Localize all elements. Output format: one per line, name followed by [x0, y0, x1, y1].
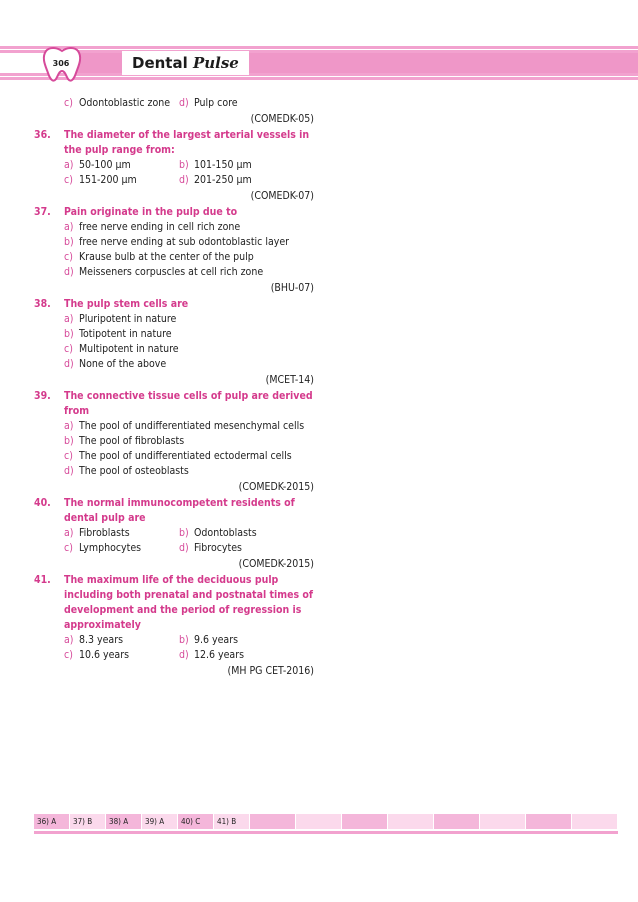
question-number: 40.: [34, 497, 51, 509]
option: [64, 173, 179, 188]
option-text: free nerve ending in cell rich zone: [79, 221, 241, 233]
question-stem: [34, 496, 314, 526]
option: [179, 158, 294, 173]
answer-cell: 37) B: [70, 814, 106, 829]
source-tag: (COMEDK-2015): [238, 558, 314, 570]
option-row: [34, 633, 314, 648]
option-text: Fibrocytes: [194, 542, 242, 554]
question-text: The maximum life of the deciduous pulp including both prenatal and postnatal times of development and the period of regression is approximately: [64, 574, 313, 631]
option: [64, 158, 179, 173]
option-text: Meisseners corpuscles at cell rich zone: [79, 266, 264, 278]
option-letter: b): [179, 527, 189, 539]
option-text: Totipotent in nature: [79, 328, 172, 340]
option-letter: c): [64, 97, 73, 109]
option-text: 50-100 µm: [79, 159, 131, 171]
option-letter: c): [64, 542, 73, 554]
question-stem: [34, 573, 314, 633]
option-row: [34, 220, 314, 235]
option-letter: c): [64, 649, 73, 661]
option-row: [34, 173, 314, 188]
option: [64, 541, 179, 556]
question-number: 36.: [34, 129, 51, 141]
option-letter: a): [64, 527, 74, 539]
question-number: 39.: [34, 390, 51, 402]
question-column: [34, 96, 314, 679]
option-letter: a): [64, 634, 74, 646]
option: [64, 235, 314, 250]
answer-cell: 41) B: [214, 814, 250, 829]
option: [64, 265, 314, 280]
page-number: 306: [52, 59, 70, 68]
option: [64, 464, 314, 479]
option: [179, 526, 294, 541]
option-letter: b): [179, 159, 189, 171]
option-row: [34, 419, 314, 434]
option-row: [34, 648, 314, 663]
option-text: The pool of osteoblasts: [79, 465, 189, 477]
option-row: [34, 158, 314, 173]
answer-key-rule: [34, 831, 618, 834]
answer-cell: 36) A: [34, 814, 70, 829]
option-text: Fibroblasts: [79, 527, 130, 539]
option-text: Lymphocytes: [79, 542, 142, 554]
option: [64, 312, 314, 327]
option-text: 151-200 µm: [79, 174, 137, 186]
option: [64, 449, 314, 464]
option-text: Odontoblastic zone: [79, 97, 171, 109]
option: [179, 648, 294, 663]
option-text: Pulp core: [194, 97, 238, 109]
option-text: 8.3 years: [79, 634, 124, 646]
answer-cell: 38) A: [106, 814, 142, 829]
option: [64, 526, 179, 541]
option-text: 9.6 years: [194, 634, 239, 646]
option: [64, 220, 314, 235]
option-text: The pool of undifferentiated mesenchymal cells: [79, 420, 305, 432]
option-letter: a): [64, 159, 74, 171]
option-text: 10.6 years: [79, 649, 130, 661]
option-letter: c): [64, 343, 73, 355]
option: [64, 357, 314, 372]
option-row: [34, 541, 314, 556]
option-text: 101-150 µm: [194, 159, 252, 171]
option: [64, 327, 314, 342]
option-text: free nerve ending at sub odontoblastic layer: [79, 236, 290, 248]
option-text: 201-250 µm: [194, 174, 252, 186]
option: [179, 96, 294, 111]
option-letter: a): [64, 221, 74, 233]
option-row: [34, 434, 314, 449]
option: [64, 434, 314, 449]
question-number: 37.: [34, 206, 51, 218]
source-tag: (MCET-14): [265, 374, 314, 386]
option: [64, 419, 314, 434]
option-row: [34, 357, 314, 372]
question-stem: [34, 389, 314, 419]
option-letter: d): [179, 649, 189, 661]
running-title-script: Pulse: [192, 54, 239, 72]
option-text: The pool of undifferentiated ectodermal cells: [79, 450, 292, 462]
option-row: [34, 235, 314, 250]
option-letter: b): [64, 236, 74, 248]
option-letter: d): [64, 266, 74, 278]
option: [64, 342, 314, 357]
question-text: The pulp stem cells are: [64, 298, 189, 310]
answer-cell: 40) C: [178, 814, 214, 829]
question-stem: [34, 128, 314, 158]
option: [179, 541, 294, 556]
answer-key-filler: [250, 814, 618, 829]
option-text: 12.6 years: [194, 649, 245, 661]
option-letter: c): [64, 251, 73, 263]
option: [64, 633, 179, 648]
option: [64, 250, 314, 265]
question-stem: [34, 297, 314, 312]
running-title: [122, 51, 249, 75]
answer-key: [34, 814, 618, 829]
option-text: Pluripotent in nature: [79, 313, 177, 325]
question-text: The normal immunocompetent residents of dental pulp are: [64, 497, 295, 524]
option: [64, 96, 179, 111]
option-row: [34, 526, 314, 541]
option-letter: c): [64, 174, 73, 186]
option-letter: d): [64, 358, 74, 370]
option-text: Multipotent in nature: [79, 343, 179, 355]
option-letter: d): [179, 97, 189, 109]
question-number: 41.: [34, 574, 51, 586]
option-row: [34, 250, 314, 265]
option-letter: d): [179, 542, 189, 554]
question-stem: [34, 205, 314, 220]
source-tag: (COMEDK-2015): [238, 481, 314, 493]
source-tag: (BHU-07): [270, 282, 314, 294]
option-text: Odontoblasts: [194, 527, 257, 539]
option-text: None of the above: [79, 358, 167, 370]
option-letter: d): [179, 174, 189, 186]
option: [64, 648, 179, 663]
option: [179, 633, 294, 648]
question-number: 38.: [34, 298, 51, 310]
question-text: Pain originate in the pulp due to: [64, 206, 238, 218]
option-letter: d): [64, 465, 74, 477]
option-letter: c): [64, 450, 73, 462]
option-row: [34, 265, 314, 280]
option-letter: b): [64, 435, 74, 447]
question-text: The diameter of the largest arterial vessels in the pulp range from:: [64, 129, 310, 156]
option-letter: a): [64, 420, 74, 432]
option-letter: a): [64, 313, 74, 325]
option-row: [34, 312, 314, 327]
option-text: Krause bulb at the center of the pulp: [79, 251, 254, 263]
option-text: The pool of fibroblasts: [79, 435, 185, 447]
question-text: The connective tissue cells of pulp are derived from: [64, 390, 313, 417]
source-tag: (COMEDK-07): [250, 190, 314, 202]
option-row: [34, 464, 314, 479]
answer-cell: 39) A: [142, 814, 178, 829]
option-row: [34, 342, 314, 357]
option-row: [34, 96, 314, 111]
option-row: [34, 327, 314, 342]
option-letter: b): [179, 634, 189, 646]
source-tag: (COMEDK-05): [250, 113, 314, 125]
option-letter: b): [64, 328, 74, 340]
source-tag: (MH PG CET-2016): [227, 665, 314, 677]
option-row: [34, 449, 314, 464]
running-title-main: Dental: [132, 54, 193, 72]
option: [179, 173, 294, 188]
